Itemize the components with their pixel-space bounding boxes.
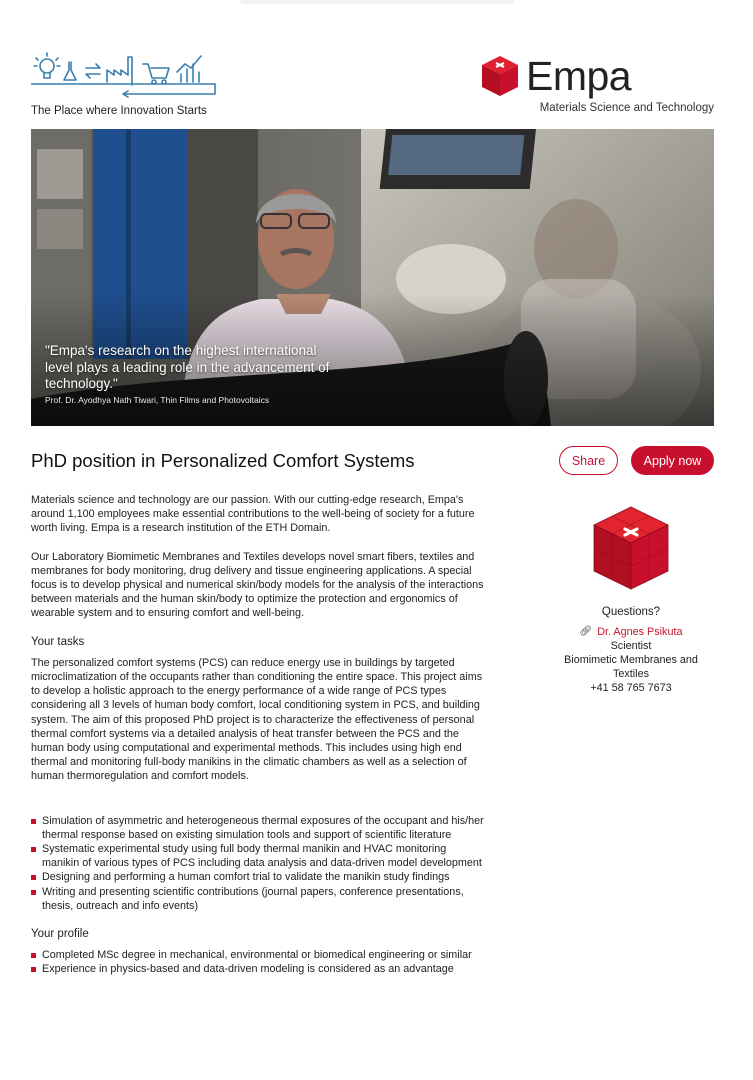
apply-now-button[interactable]: Apply now <box>631 446 714 475</box>
share-button[interactable]: Share <box>559 446 618 475</box>
job-description <box>31 493 486 977</box>
tasks-heading: Your tasks <box>31 635 85 648</box>
top-scroll-indicator <box>240 0 515 4</box>
empa-cube-icon <box>480 54 520 98</box>
questions-label: Questions? <box>601 606 661 618</box>
lab-paragraph: Our Laboratory Biomimetic Membranes and Textiles develops novel smart fibers, textiles and membranes for body monitoring, drug delivery and tissue engineering applications. A special focus is to develop physical and numerical skin/body models for the analysis of the interactions between materials and the human skin/body to optimize the protection and ergonomics of wearable system and to ensuring comfort and well-being. <box>31 550 484 620</box>
hero-quote: "Empa's research on the highest international level plays a leading role in the advancement of technology." <box>45 343 330 391</box>
link-icon: 🔗︎ <box>579 626 593 637</box>
innovation-logo[interactable] <box>31 50 231 122</box>
list-item: Experience in physics-based and data-driven modeling is considered as an advantage <box>31 962 486 976</box>
tagline: The Place where Innovation Starts <box>31 105 207 117</box>
contact-name-link[interactable] <box>548 625 714 639</box>
contact-department: Biomimetic Membranes and Textiles <box>564 654 698 680</box>
job-title: PhD position in Personalized Comfort Systems <box>31 450 415 471</box>
profile-heading: Your profile <box>31 928 89 941</box>
tasks-list <box>31 814 486 913</box>
intro-paragraph: Materials science and technology are our passion. With our cutting-edge research, Empa's around 1,100 employees make essential contributions to the well-being of society for a future worth living. Empa is a research institution of the ETH Domain. <box>31 494 475 535</box>
empa-logo[interactable] <box>474 50 714 122</box>
brand-subtitle: Materials Science and Technology <box>539 102 714 114</box>
innovation-illustration-icon <box>31 50 217 100</box>
hero-credit: Prof. Dr. Ayodhya Nath Tiwari, Thin Films and Photovoltaics <box>45 395 270 405</box>
list-item: Simulation of asymmetric and heterogeneous thermal exposures of the occupant and his/her thermal response based on existing simulation tools and support of scientific literature <box>31 814 486 842</box>
brand-name: Empa <box>526 53 632 99</box>
list-item: Designing and performing a human comfort trial to validate the manikin study findings <box>31 870 486 884</box>
hero-image <box>31 129 714 426</box>
page-header <box>31 50 714 122</box>
list-item: Systematic experimental study using full body thermal manikin and HVAC monitoring manikin of various types of PCS including data analysis and data-driven model development <box>31 842 486 870</box>
contact-card <box>548 503 714 695</box>
contact-role: Scientist <box>610 640 652 652</box>
list-item: Completed MSc degree in mechanical, environmental or biomedical engineering or similar <box>31 948 486 962</box>
empa-cube-icon <box>590 503 672 593</box>
contact-phone[interactable]: +41 58 765 7673 <box>590 682 672 694</box>
profile-list <box>31 948 486 976</box>
contact-name: Dr. Agnes Psikuta <box>597 626 683 638</box>
list-item: Writing and presenting scientific contributions (journal papers, conference presentations, thesis, outreach and info events) <box>31 885 486 913</box>
tasks-paragraph: The personalized comfort systems (PCS) can reduce energy use in buildings by targeted microclimatization of the occupants rather than conditioning the entire space. This project aims to develop a holistic approach to the energy performance of a wide range of PCS types considering all 3 levels of human body comfort, local conditioning system in PCS, and building system. The aim of this proposed PhD project is to characterize the effectiveness of personal thermal comfort systems via a detailed analysis of heat transfer between the PCS and the human body using computational and experimental methods. This includes using high end thermal and monitoring full-body manikins in the climatic chambers as well as a selection of human thermoregulation and comfort models. <box>31 656 483 783</box>
